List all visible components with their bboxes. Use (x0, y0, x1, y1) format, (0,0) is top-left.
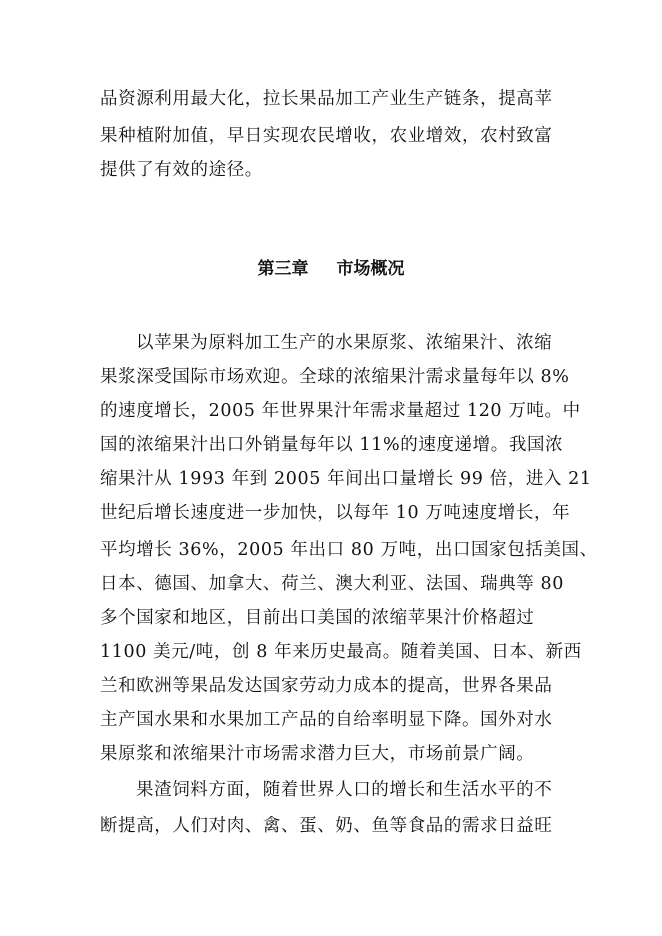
paragraph-line: 提供了有效的途径。 (100, 160, 263, 180)
paragraph-line: 平均增长 36%，2005 年出口 80 万吨，出口国家包括美国、 (100, 540, 598, 560)
chapter-number: 第三章 (257, 259, 309, 279)
paragraph-line: 1100 美元/吨，创 8 年来历史最高。随着美国、日本、新西 (100, 642, 582, 662)
paragraph-line: 主产国水果和水果加工产品的自给率明显下降。国外对水 (100, 710, 553, 730)
paragraph-line: 缩果汁从 1993 年到 2005 年间出口量增长 99 倍，进入 21 (100, 469, 592, 489)
paragraph-line: 断提高，人们对肉、禽、蛋、奶、鱼等食品的需求日益旺 (100, 816, 553, 836)
paragraph-line: 多个国家和地区，目前出口美国的浓缩苹果汁价格超过 (100, 608, 535, 628)
paragraph-line: 果原浆和浓缩果汁市场需求潜力巨大，市场前景广阔。 (100, 744, 535, 764)
paragraph-line: 果渣饲料方面，随着世界人口的增长和生活水平的不 (136, 780, 553, 800)
chapter-heading (0, 257, 662, 281)
paragraph-line: 国的浓缩果汁出口外销量每年以 11%的速度递增。我国浓 (100, 435, 564, 455)
paragraph-line: 以苹果为原料加工生产的水果原浆、浓缩果汁、浓缩 (136, 333, 553, 353)
chapter-title: 市场概况 (336, 259, 405, 279)
paragraph-line: 果种植附加值，早日实现农民增收，农业增效，农村致富 (100, 126, 553, 146)
paragraph-line: 的速度增长，2005 年世界果汁年需求量超过 120 万吨。中 (100, 401, 581, 421)
paragraph-line: 世纪后增长速度进一步加快，以每年 10 万吨速度增长，年 (100, 503, 571, 523)
paragraph-line: 果浆深受国际市场欢迎。全球的浓缩果汁需求量每年以 8% (100, 367, 570, 387)
paragraph-line: 品资源利用最大化，拉长果品加工产业生产链条，提高苹 (100, 89, 553, 109)
paragraph-line: 兰和欧洲等果品发达国家劳动力成本的提高，世界各果品 (100, 676, 553, 696)
paragraph-line: 日本、德国、加拿大、荷兰、澳大利亚、法国、瑞典等 80 (100, 574, 565, 594)
